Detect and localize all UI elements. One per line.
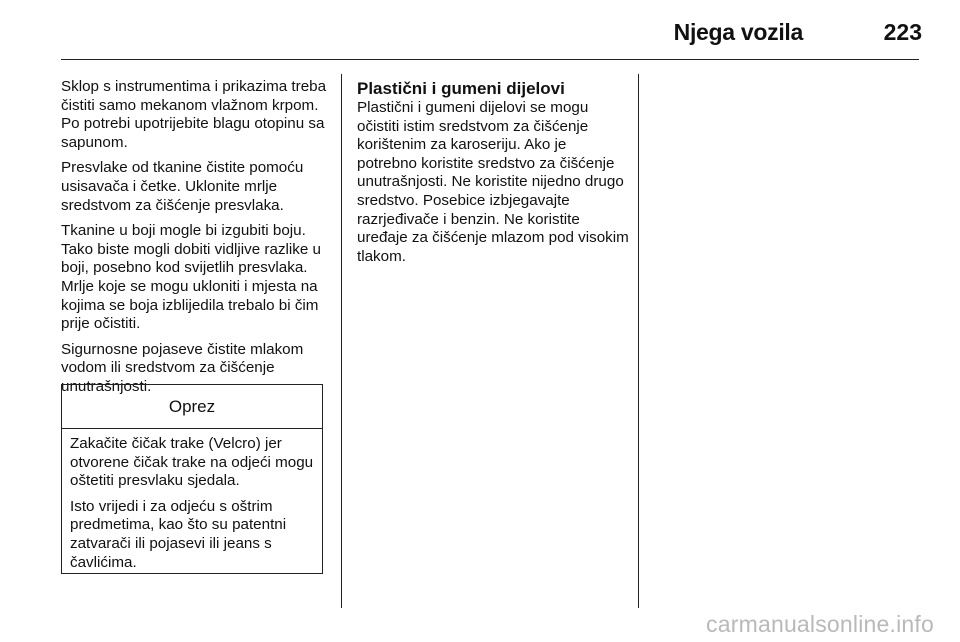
caution-box <box>61 384 323 574</box>
paragraph-instrument-cleaning: Sklop s instrumentima i prikazima treba čistiti samo mekanom vlažnom krpom. Po potrebi upotrijebite blagu otopinu sa sapunom. <box>61 78 327 151</box>
page-header-title: Njega vozila <box>673 19 803 45</box>
header-rule <box>61 59 919 60</box>
paragraph-seat-belts: Sigurnosne pojaseve čistite mlakom vodom ili sredstvom za čišćenje unutrašnjosti. <box>61 340 304 395</box>
column-1 <box>61 78 333 404</box>
caution-paragraph-velcro: Zakačite čičak trake (Velcro) jer otvorene čičak trake na odjeći mogu oštetiti presvlaku sjedala. <box>70 435 314 490</box>
paragraph-colored-fabrics: Tkanine u boji mogle bi izgubiti boju. Tako biste mogli dobiti vidljive razlike u boji, posebno kod svijetlih presvlaka. Mrlje koje se mogu ukloniti i mjesta na kojima se boja izblijedila trebalo bi čim prije očistiti. <box>61 222 321 333</box>
watermark: carmanualsonline.info <box>706 611 934 637</box>
caution-body <box>62 429 322 572</box>
page-number: 223 <box>883 19 922 45</box>
column-divider-left <box>341 74 342 608</box>
caution-paragraph-sharp-objects: Isto vrijedi i za odjeću s oštrim predmetima, kao što su patentni zatvarači ili pojasevi ili jeans s čavlićima. <box>70 497 287 571</box>
paragraph-fabric-upholstery: Presvlake od tkanine čistite pomoću usisavača i četke. Uklonite mrlje sredstvom za čišćenje presvlaka. <box>61 159 304 214</box>
column-divider-right <box>638 74 639 608</box>
section-heading-plastic-rubber: Plastični i gumeni dijelovi <box>357 79 565 98</box>
paragraph-plastic-rubber: Plastični i gumeni dijelovi se mogu očistiti istim sredstvom za čišćenje korištenim za karoseriju. Ako je potrebno koristite sredstvo za čišćenje unutrašnjosti. Ne koristite nijedno drugo sredstvo. Posebice izbjegavajte razrjeđivače i benzin. Ne koristite uređaje za čišćenje mlazom pod visokim tlakom. <box>357 99 629 265</box>
column-2 <box>357 79 629 273</box>
caution-title: Oprez <box>62 385 322 429</box>
